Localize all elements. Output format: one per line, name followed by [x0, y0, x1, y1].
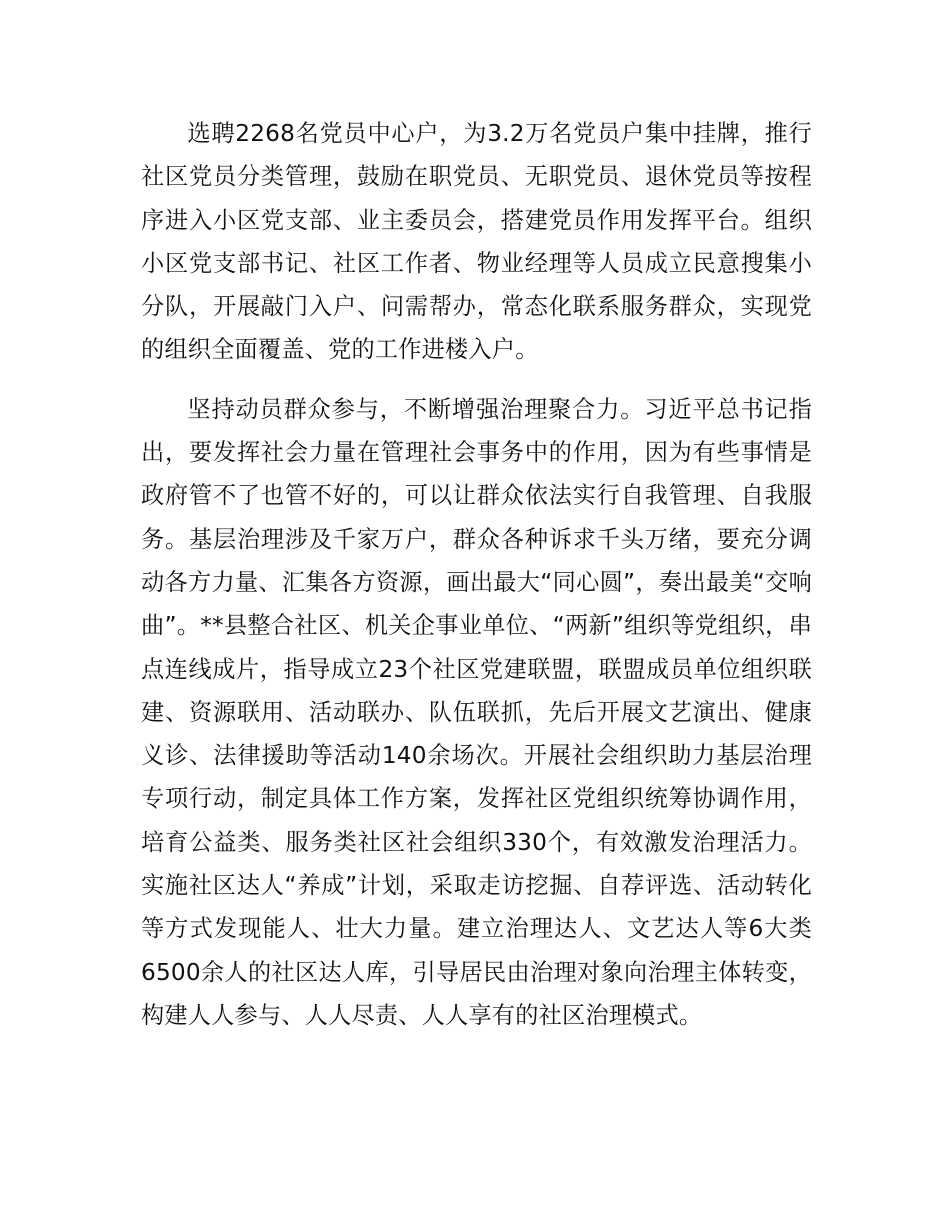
document-body: [141, 112, 812, 1037]
paragraph-2: 坚持动员群众参与，不断增强治理聚合力。习近平总书记指出，要发挥社会力量在管理社会事务中的作用，因为有些事情是政府管不了也管不好的，可以让群众依法实行自我管理、自我服务。基层治理涉及千家万户，群众各种诉求千头万绪，要充分调动各方力量、汇集各方资源，画出最大“同心圆”，奏出最美“交响曲”。**县整合社区、机关企事业单位、“两新”组织等党组织，串点连线成片，指导成立23个社区党建联盟，联盟成员单位组织联建、资源联用、活动联办、队伍联抓，先后开展文艺演出、健康义诊、法律援助等活动140余场次。开展社会组织助力基层治理专项行动，制定具体工作方案，发挥社区党组织统筹协调作用，培育公益类、服务类社区社会组织330个，有效激发治理活力。实施社区达人“养成”计划，采取走访挖掘、自荐评选、活动转化等方式发现能人、壮大力量。建立治理达人、文艺达人等6大类6500余人的社区达人库，引导居民由治理对象向治理主体转变，构建人人参与、人人尽责、人人享有的社区治理模式。: [141, 395, 812, 1029]
paragraph-1: 选聘2268名党员中心户，为3.2万名党员户集中挂牌，推行社区党员分类管理，鼓励在职党员、无职党员、退休党员等按程序进入小区党支部、业主委员会，搭建党员作用发挥平台。组织小区党支部书记、社区工作者、物业经理等人员成立民意搜集小分队，开展敲门入户、问需帮办，常态化联系服务群众，实现党的组织全面覆盖、党的工作进楼入户。: [141, 120, 812, 364]
